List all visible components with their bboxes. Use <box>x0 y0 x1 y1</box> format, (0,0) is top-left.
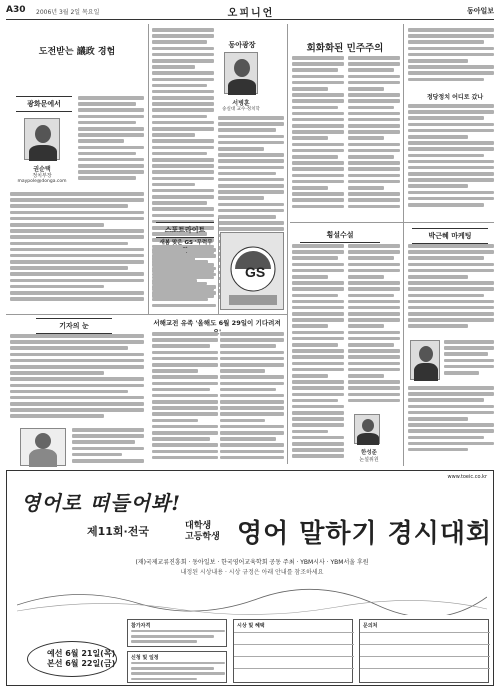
column-divider <box>148 24 149 314</box>
section-title: 오피니언 <box>227 8 275 19</box>
gs-logo-image <box>220 232 284 310</box>
ad-script-title: 영어로 떠들어봐! <box>21 491 181 515</box>
article-subhead: 정당정치 어디로 갔나 <box>426 94 484 101</box>
author-photo <box>410 340 440 380</box>
article-body <box>10 334 144 426</box>
ad-info-box: 신청 및 일정 <box>127 651 227 683</box>
article-body <box>78 96 144 188</box>
article-body <box>152 332 218 466</box>
ad-note: 내정된 시상내용 · 시상 규정은 아래 안내를 참조하세요 <box>180 569 324 576</box>
ad-edition: 제11회·전국 <box>87 525 149 538</box>
author-email: maypole@donga.com <box>17 179 67 184</box>
author-name: 서병훈 <box>232 100 250 107</box>
column-label: 박근혜 마케팅 <box>412 228 488 244</box>
row-divider <box>6 314 287 315</box>
article-body <box>408 104 494 216</box>
article-body <box>348 56 400 216</box>
ad-info-box: 참가자격 <box>127 619 227 647</box>
column-label: 동아광장 <box>228 41 256 49</box>
article-subtitle: 새봄 맞은 GS '무럭무 <box>159 240 213 246</box>
article-body <box>72 428 144 466</box>
gs-logo-text: GS <box>245 264 266 280</box>
article-body <box>220 332 284 466</box>
article-body <box>408 244 494 338</box>
article-title: 서해교전 유족 '올해도 6월 29일이 기다려져 <box>153 319 281 327</box>
column-title: 도전받는 議政 경험 <box>38 47 116 57</box>
article-body <box>408 28 494 88</box>
ad-info-box: 시상 및 혜택 <box>233 619 353 683</box>
column-label: 횡설수설 <box>300 228 380 243</box>
author-name: 한성준 <box>361 450 377 456</box>
advertisement <box>6 470 494 686</box>
issue-date: 2006년 3월 2일 목요일 <box>36 9 100 16</box>
author-photo <box>224 52 258 94</box>
article-body <box>152 248 216 312</box>
ad-url: www.toeic.co.kr <box>447 474 487 480</box>
newspaper-name: 동아일보 <box>466 7 494 15</box>
page-header <box>6 4 494 20</box>
ad-main-title: 영어 말하기 경시대회 <box>237 519 493 549</box>
article-body <box>292 56 344 216</box>
column-label: 광화문에서 <box>16 96 72 112</box>
page-number: A30 <box>6 5 26 15</box>
article-body <box>292 244 344 466</box>
article-body <box>10 192 144 310</box>
article-body <box>348 244 400 410</box>
column-divider <box>287 24 288 464</box>
ad-info-box: 문의처 <box>359 619 489 683</box>
author-photo <box>24 118 60 160</box>
illustration <box>20 428 66 466</box>
column-label: 스포트라이트 <box>156 222 214 238</box>
author-name: 권순택 <box>33 166 51 173</box>
ad-audience: 대학생 고등학생 <box>185 521 220 542</box>
author-photo <box>354 414 380 444</box>
ad-illustration <box>17 575 487 615</box>
article-body <box>408 386 494 466</box>
author-role: 숭실대 교수·정치학 <box>222 107 260 112</box>
ad-dates: 예선 6월 21일(목) 본선 6월 22일(금) <box>47 649 116 668</box>
article-body <box>444 340 494 384</box>
article-title: 회화화된 민주주의 <box>306 43 384 54</box>
ad-sponsors: (재)국제교류진흥회 · 동아일보 · 한국영어교육학회 공동 주최 · YBM시사 · YBM서울 후원 <box>135 559 369 566</box>
column-label: 기자의 눈 <box>36 318 112 334</box>
column-divider <box>403 24 404 224</box>
author-role: 정치부장 <box>32 173 52 179</box>
author-role: 논설위원 <box>359 457 379 463</box>
